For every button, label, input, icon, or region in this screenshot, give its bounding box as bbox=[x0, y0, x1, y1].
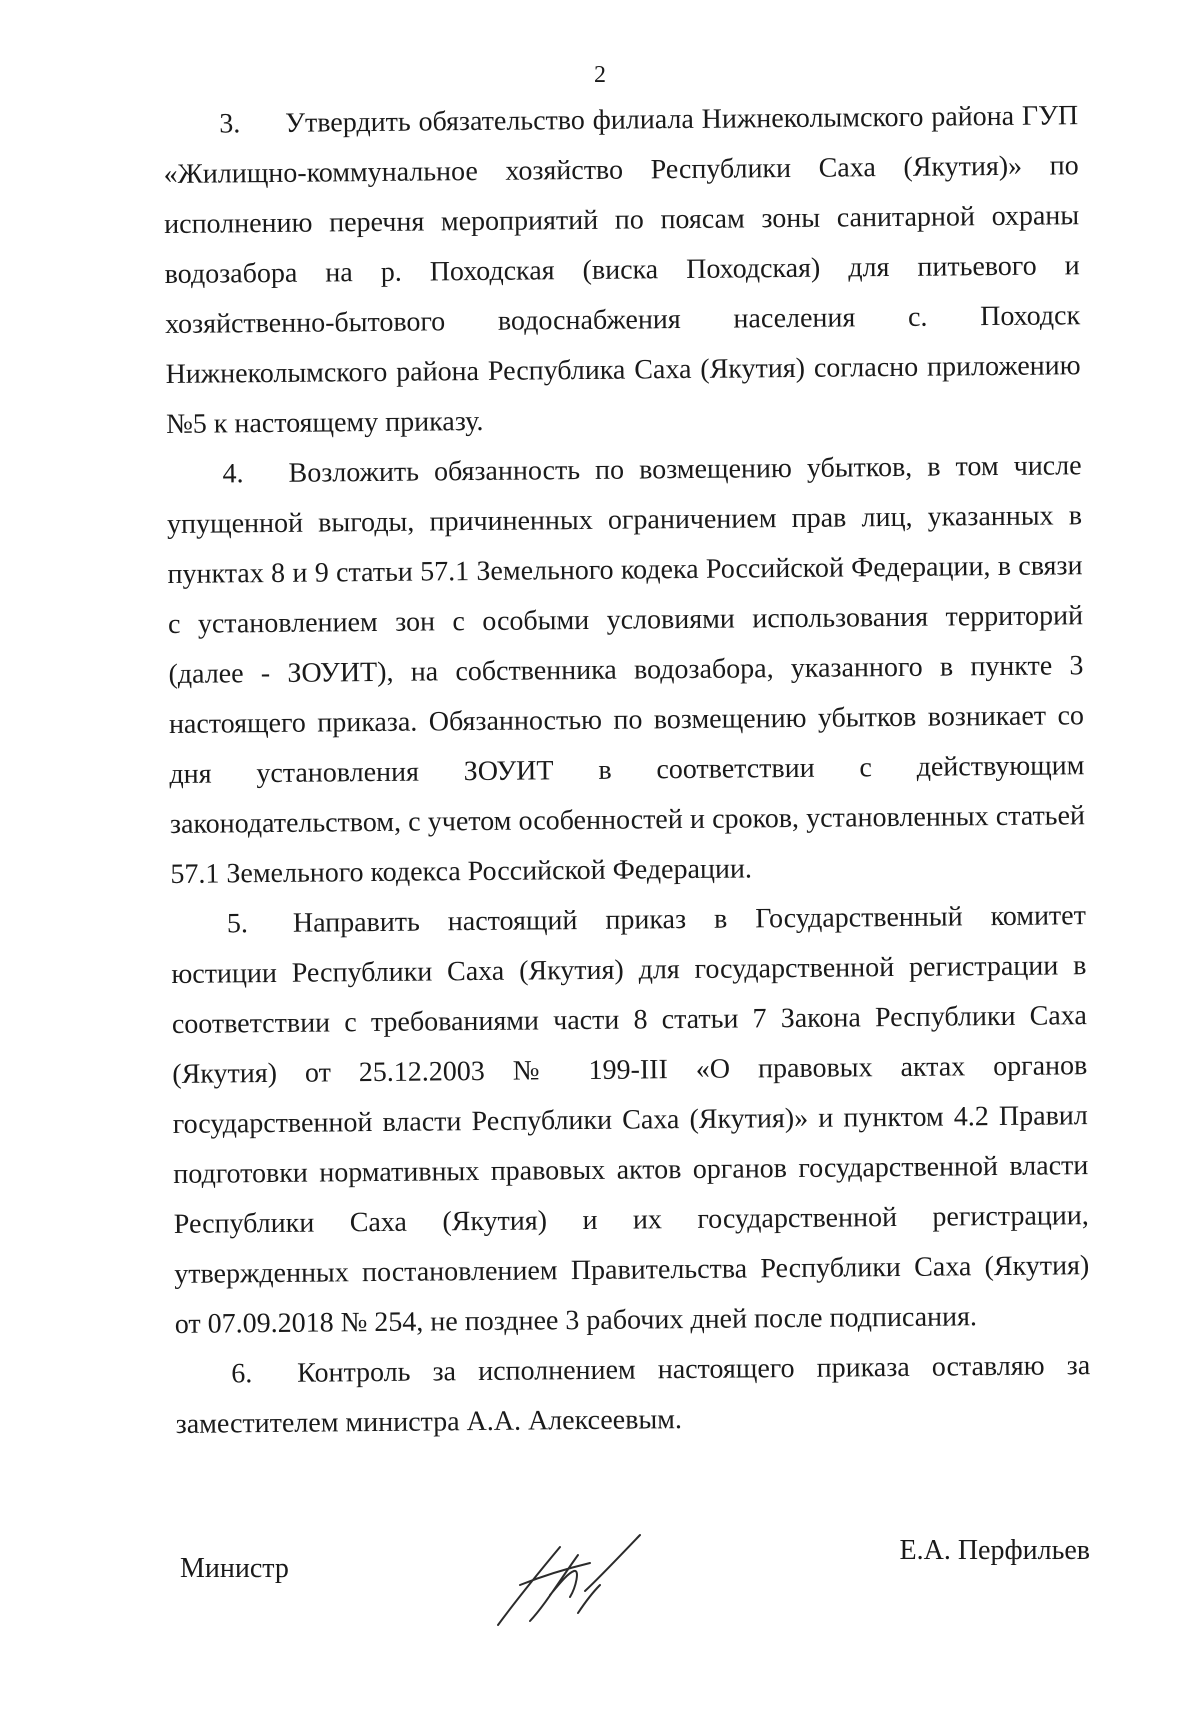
handwritten-signature bbox=[490, 1525, 650, 1635]
paragraph-4 bbox=[166, 441, 1085, 900]
signatory-name: Е.А. Перфильев bbox=[899, 1535, 1090, 1566]
paragraph-6 bbox=[175, 1341, 1091, 1450]
paragraph-5 bbox=[171, 891, 1090, 1350]
paragraph-3 bbox=[163, 91, 1081, 450]
paragraph-number: 5. bbox=[226, 908, 249, 940]
paragraph-text: Направить настоящий приказ в Государственный комитет юстиции Республики Саха (Якутия) для государственной регистрации в соответствии с требованиями части 8 статьи 7 Закона Республики Саха (Якутия) от 25.12.2003 № 199-III «О правовых актах органов государственной власти Республики Саха (Якутия)» и пунктом 4.2 Правил подготовки нормативных правовых актов органов государственной власти Республики Саха (Якутия) и их государственной регистрации, утвержденных постановлением Правительства Республики Саха (Якутия) от 07.09.2018 № 254, не позднее 3 рабочих дней после подписания. bbox=[171, 900, 1090, 1340]
paragraph-number: 4. bbox=[222, 458, 244, 490]
paragraph-number: 3. bbox=[219, 108, 241, 140]
page-number: 2 bbox=[594, 62, 606, 88]
document-body bbox=[163, 91, 1091, 1450]
paragraph-text: Возложить обязанность по возмещению убытков, в том числе упущенной выгоды, причиненных ограничением прав лиц, указанных в пунктах 8 и 9 статьи 57.1 Земельного кодека Российской Федерации, в связи с установлением зон с особыми условиями использования территорий (далее - ЗОУИТ), на собственника водозабора, указанного в пункте 3 настоящего приказа. Обязанностью по возмещению убытков возникает со дня установления ЗОУИТ в соответствии с действующим законодательством, с учетом особенностей и сроков, установленных статьей 57.1 Земельного кодекса Российской Федерации. bbox=[166, 450, 1086, 890]
paragraph-text: Утвердить обязательство филиала Нижнеколымского района ГУП «Жилищно-коммунальное хозяйство Республики Саха (Якутия)» по исполнению перечня мероприятий по поясам зоны санитарной охраны водозабора на р. Походская (виска Походская) для питьевого и хозяйственно-бытового водоснабжения населения с. Походск Нижнеколымского района Республика Саха (Якутия) согласно приложению №5 к настоящему приказу. bbox=[163, 100, 1081, 440]
paragraph-number: 6. bbox=[231, 1358, 253, 1390]
signature-block bbox=[180, 1535, 1090, 1715]
paragraph-text: Контроль за исполнением настоящего приказа оставляю за заместителем министра А.А. Алексеевым. bbox=[175, 1350, 1091, 1440]
signatory-title: Министр bbox=[180, 1553, 289, 1584]
